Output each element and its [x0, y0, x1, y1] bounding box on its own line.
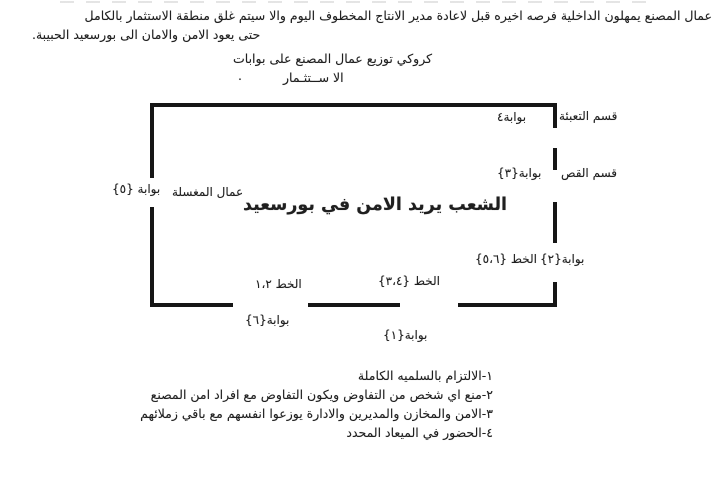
note-item-2: ٢-منع اي شخص من التفاوض ويكون التفاوض مع افراد امن المصنع — [150, 387, 493, 402]
wall-bottom-seg3 — [458, 303, 557, 307]
line-5-6-label: الخط {٥،٦} — [475, 252, 537, 266]
note-item-3: ٣-الامن والمخازن والمديرين والادارة يوزعوا انفسهم مع باقي زملائهم — [140, 406, 493, 421]
wall-bottom-seg2 — [308, 303, 400, 307]
gate1-label: بوابة{١} — [383, 328, 428, 342]
header-line-1: عمال المصنع يمهلون الداخلية فرصه اخيره قبل لاعادة مدير الانتاج المخطوف اليوم والا سيتم غلق منطقة الاستثمار بالكامل — [84, 8, 712, 23]
line-3-4-label: الخط {٣،٤} — [378, 274, 440, 288]
note-item-1: ١-الالتزام بالسلميه الكاملة — [357, 368, 493, 383]
cutting-dept-label: قسم القص — [561, 166, 618, 180]
notes-list — [140, 366, 493, 442]
filling-dept-label: قسم التعبئة — [559, 109, 618, 123]
wall-top — [150, 103, 557, 107]
sketch-title: كروكي توزيع عمال المصنع على بوابات — [233, 51, 433, 66]
line-1-2-label: الخط ١،٢ — [255, 277, 302, 291]
wall-left-upper — [150, 103, 154, 178]
gate2-label: بوابة{٢} — [540, 252, 585, 266]
gate4-label: بوابة٤ — [497, 110, 527, 124]
wall-right-seg3 — [553, 202, 557, 243]
wall-left-lower — [150, 207, 154, 306]
note-item-4: ٤-الحضور في الميعاد المحدد — [346, 425, 493, 440]
wall-bottom-seg1 — [150, 303, 233, 307]
laundry-workers-label: عمال المغسلة — [172, 185, 244, 199]
wall-right-seg1 — [553, 103, 557, 128]
title-period: . — [238, 68, 242, 83]
gate5-label: بوابة {٥} — [112, 182, 161, 196]
header-line-2: حتى يعود الامن والامان الى بورسعيد الحبيبة. — [32, 27, 261, 42]
gate6-label: بوابة{٦} — [245, 313, 290, 327]
scan-artifact-line — [60, 1, 650, 3]
center-slogan: الشعب يريد الامن في بورسعيد — [243, 195, 508, 215]
gate3-label: بوابة{٣} — [497, 166, 542, 180]
wall-right-seg2 — [553, 148, 557, 170]
sketch-title-line2: الا ســتثـمار — [283, 70, 344, 85]
